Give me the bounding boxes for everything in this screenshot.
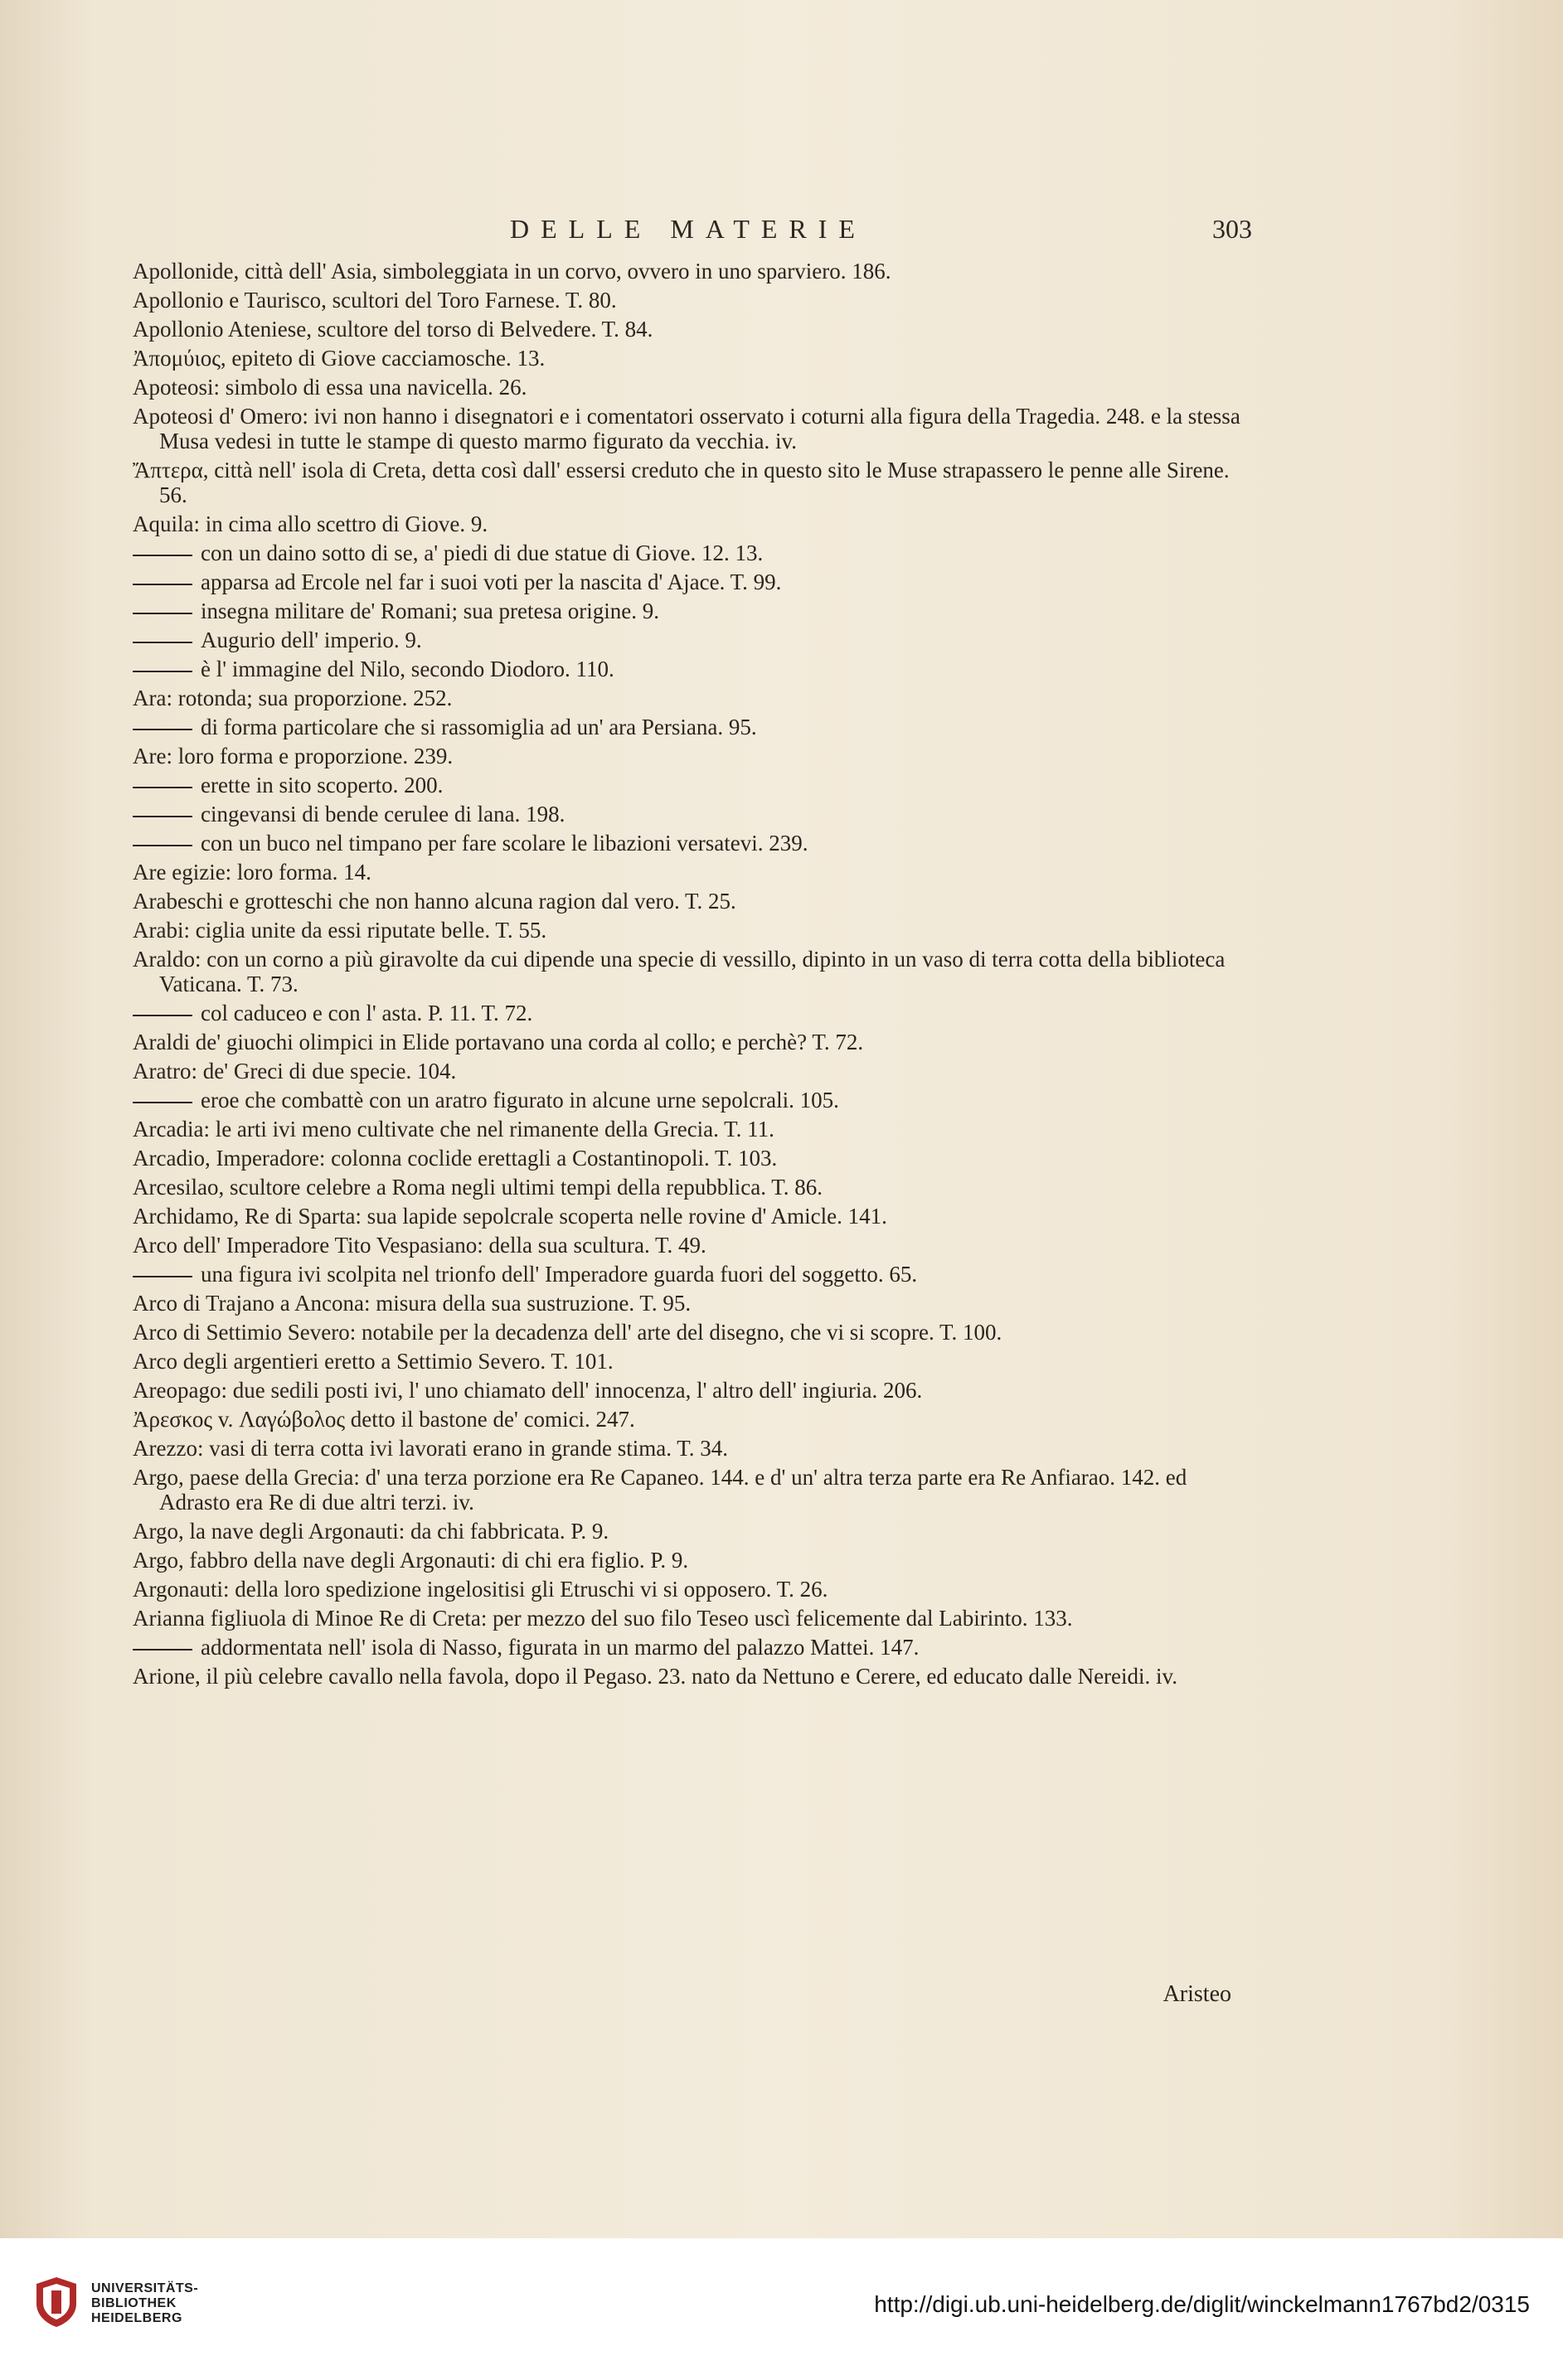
entry-text: Apoteosi d' Omero: ivi non hanno i disegnatori e i comentatori osservato i coturni alla figura della Tragedia. 248. e la stessa Musa vedesi in tutte le stampe di questo marmo figurato da vecchia. iv.	[133, 404, 1240, 453]
ditto-dash	[133, 845, 192, 846]
running-head: DELLE MATERIE	[510, 214, 866, 244]
entry-text: Arcadia: le arti ivi meno cultivate che nel rimanente della Grecia. T. 11.	[133, 1117, 774, 1142]
index-entry	[133, 1606, 1244, 1631]
entry-text: Ara: rotonda; sua proporzione. 252.	[133, 686, 453, 710]
entry-text: Ἄπτερα, città nell' isola di Creta, detta così dall' essersi creduto che in questo sito le Muse strapassero le penne alle Sirene. 56.	[133, 458, 1230, 507]
page-header	[133, 214, 1252, 245]
entry-text: Aratro: de' Greci di due specie. 104.	[133, 1059, 457, 1083]
index-entry	[133, 860, 1244, 885]
index-entry	[133, 1378, 1244, 1403]
entry-text: Argo, paese della Grecia: d' una terza porzione era Re Capaneo. 144. e d' un' altra terza parte era Re Anfiarao. 142. ed Adrasto era Re di due altri terzi. iv.	[133, 1465, 1187, 1515]
entry-text: apparsa ad Ercole nel far i suoi voti per la nascita d' Ajace. T. 99.	[201, 570, 782, 594]
catchword: Aristeo	[1163, 1981, 1231, 2007]
index-entry	[133, 947, 1244, 996]
entry-text: Arabi: ciglia unite da essi riputate belle. T. 55.	[133, 918, 547, 943]
index-entry	[133, 540, 1244, 565]
index-entry	[133, 1635, 1244, 1660]
ditto-dash	[133, 816, 192, 817]
source-url[interactable]: http://digi.ub.uni-heidelberg.de/diglit/winckelmann1767bd2/0315	[874, 2291, 1530, 2317]
index-entry	[133, 715, 1244, 739]
entry-text: Argo, la nave degli Argonauti: da chi fabbricata. P. 9.	[133, 1519, 609, 1544]
entry-text: Arione, il più celebre cavallo nella favola, dopo il Pegaso. 23. nato da Nettuno e Cerere, ed educato dalle Nereidi. iv.	[133, 1664, 1178, 1689]
entry-text: Apoteosi: simbolo di essa una navicella. 26.	[133, 375, 527, 400]
index-entry	[133, 1519, 1244, 1544]
index-entry	[133, 1548, 1244, 1573]
index-entry	[133, 831, 1244, 856]
library-line-2: BIBLIOTHEK	[91, 2296, 177, 2310]
entry-text: erette in sito scoperto. 200.	[201, 773, 444, 797]
index-entry	[133, 288, 1244, 313]
index-entry	[133, 657, 1244, 681]
entry-text: Arcesilao, scultore celebre a Roma negli ultimi tempi della repubblica. T. 86.	[133, 1175, 823, 1200]
index-entry	[133, 773, 1244, 797]
entry-text: Araldo: con un corno a più giravolte da cui dipende una specie di vessillo, dipinto in un vaso di terra cotta della biblioteca Vaticana. T. 73.	[133, 947, 1226, 996]
index-entry	[133, 1320, 1244, 1345]
index-entry	[133, 317, 1244, 342]
entry-text: Arco di Settimio Severo: notabile per la decadenza dell' arte del disegno, che vi si scopre. T. 100.	[133, 1320, 1002, 1345]
footer-bar	[0, 2238, 1563, 2380]
index-entry	[133, 628, 1244, 652]
index-entry	[133, 570, 1244, 594]
ditto-dash	[133, 1102, 192, 1103]
entry-text: Argonauti: della loro spedizione ingelositisi gli Etruschi vi si opposero. T. 26.	[133, 1577, 828, 1602]
entry-text: Augurio dell' imperio. 9.	[201, 628, 422, 652]
index-entry	[133, 1407, 1244, 1432]
index-entry	[133, 1233, 1244, 1258]
index-entry	[133, 1436, 1244, 1461]
index-entry	[133, 1577, 1244, 1602]
entry-text: Arianna figliuola di Minoe Re di Creta: per mezzo del suo filo Teseo uscì felicemente dal Labirinto. 133.	[133, 1606, 1073, 1631]
entry-text: Apollonio e Taurisco, scultori del Toro Farnese. T. 80.	[133, 288, 617, 313]
index-entry	[133, 1088, 1244, 1112]
entry-text: addormentata nell' isola di Nasso, figurata in un marmo del palazzo Mattei. 147.	[201, 1635, 920, 1660]
index-entry	[133, 375, 1244, 400]
ditto-dash	[133, 584, 192, 585]
library-seal-icon	[33, 2276, 80, 2329]
entry-text: Arco di Trajano a Ancona: misura della sua sustruzione. T. 95.	[133, 1291, 692, 1316]
ditto-dash	[133, 642, 192, 643]
index-entry	[133, 1349, 1244, 1374]
index-entry	[133, 404, 1244, 453]
index-entry	[133, 511, 1244, 536]
index-entry	[133, 802, 1244, 826]
entry-text: eroe che combattè con un aratro figurato in alcune urne sepolcrali. 105.	[201, 1088, 839, 1112]
index-entry	[133, 918, 1244, 943]
entry-text: Ἀρεσκος v. Λαγώβολος detto il bastone de' comici. 247.	[133, 1407, 635, 1432]
index-entries	[133, 259, 1244, 1693]
index-entry	[133, 1664, 1244, 1689]
entry-text: Ἀπομύιος, epiteto di Giove cacciamosche. 13.	[133, 346, 546, 371]
entry-text: è l' immagine del Nilo, secondo Diodoro. 110.	[201, 657, 614, 681]
entry-text: Arco degli argentieri eretto a Settimio Severo. T. 101.	[133, 1349, 614, 1374]
index-entry	[133, 1117, 1244, 1142]
index-entry	[133, 346, 1244, 371]
index-entry	[133, 599, 1244, 623]
entry-text: Arabeschi e grotteschi che non hanno alcuna ragion dal vero. T. 25.	[133, 889, 736, 914]
entry-text: insegna militare de' Romani; sua pretesa origine. 9.	[201, 599, 659, 623]
index-entry	[133, 458, 1244, 507]
index-entry	[133, 1059, 1244, 1083]
entry-text: Aquila: in cima allo scettro di Giove. 9.	[133, 511, 488, 536]
index-entry	[133, 1030, 1244, 1054]
entry-text: una figura ivi scolpita nel trionfo dell' Imperadore guarda fuori del soggetto. 65.	[201, 1262, 918, 1287]
entry-text: Arcadio, Imperadore: colonna coclide erettagli a Costantinopoli. T. 103.	[133, 1146, 778, 1171]
ditto-dash	[133, 787, 192, 788]
entry-text: con un daino sotto di se, a' piedi di due statue di Giove. 12. 13.	[201, 540, 764, 565]
entry-text: Arco dell' Imperadore Tito Vespasiano: della sua scultura. T. 49.	[133, 1233, 706, 1258]
index-entry	[133, 1001, 1244, 1025]
entry-text: Apollonide, città dell' Asia, simboleggiata in un corvo, ovvero in uno sparviero. 186.	[133, 259, 891, 284]
library-line-3: HEIDELBERG	[91, 2311, 182, 2325]
entry-text: Are: loro forma e proporzione. 239.	[133, 744, 454, 768]
page-number: 303	[1212, 214, 1252, 244]
ditto-dash	[133, 729, 192, 730]
entry-text: di forma particolare che si rassomiglia ad un' ara Persiana. 95.	[201, 715, 757, 739]
entry-text: cingevansi di bende cerulee di lana. 198.	[201, 802, 565, 826]
entry-text: con un buco nel timpano per fare scolare le libazioni versatevi. 239.	[201, 831, 808, 856]
index-entry	[133, 1291, 1244, 1316]
ditto-dash	[133, 1015, 192, 1016]
index-entry	[133, 1146, 1244, 1171]
entry-text: Apollonio Ateniese, scultore del torso di Belvedere. T. 84.	[133, 317, 653, 342]
ditto-dash	[133, 1276, 192, 1277]
ditto-dash	[133, 613, 192, 614]
entry-text: col caduceo e con l' asta. P. 11. T. 72.	[201, 1001, 533, 1025]
library-name	[91, 2281, 198, 2326]
index-entry	[133, 1175, 1244, 1200]
entry-text: Arezzo: vasi di terra cotta ivi lavorati erano in grande stima. T. 34.	[133, 1436, 728, 1461]
index-entry	[133, 1204, 1244, 1229]
ditto-dash	[133, 671, 192, 672]
entry-text: Argo, fabbro della nave degli Argonauti: di chi era figlio. P. 9.	[133, 1548, 689, 1573]
entry-text: Araldi de' giuochi olimpici in Elide portavano una corda al collo; e perchè? T. 72.	[133, 1030, 864, 1054]
index-entry	[133, 744, 1244, 768]
ditto-dash	[133, 1649, 192, 1650]
index-entry	[133, 1262, 1244, 1287]
entry-text: Archidamo, Re di Sparta: sua lapide sepolcrale scoperta nelle rovine d' Amicle. 141.	[133, 1204, 887, 1229]
index-entry	[133, 889, 1244, 914]
index-entry	[133, 259, 1244, 284]
index-entry	[133, 1465, 1244, 1515]
library-line-1: UNIVERSITÄTS-	[91, 2281, 199, 2295]
ditto-dash	[133, 555, 192, 556]
entry-text: Areopago: due sedili posti ivi, l' uno chiamato dell' innocenza, l' altro dell' ingiuria. 206.	[133, 1378, 923, 1403]
index-entry	[133, 686, 1244, 710]
entry-text: Are egizie: loro forma. 14.	[133, 860, 371, 885]
